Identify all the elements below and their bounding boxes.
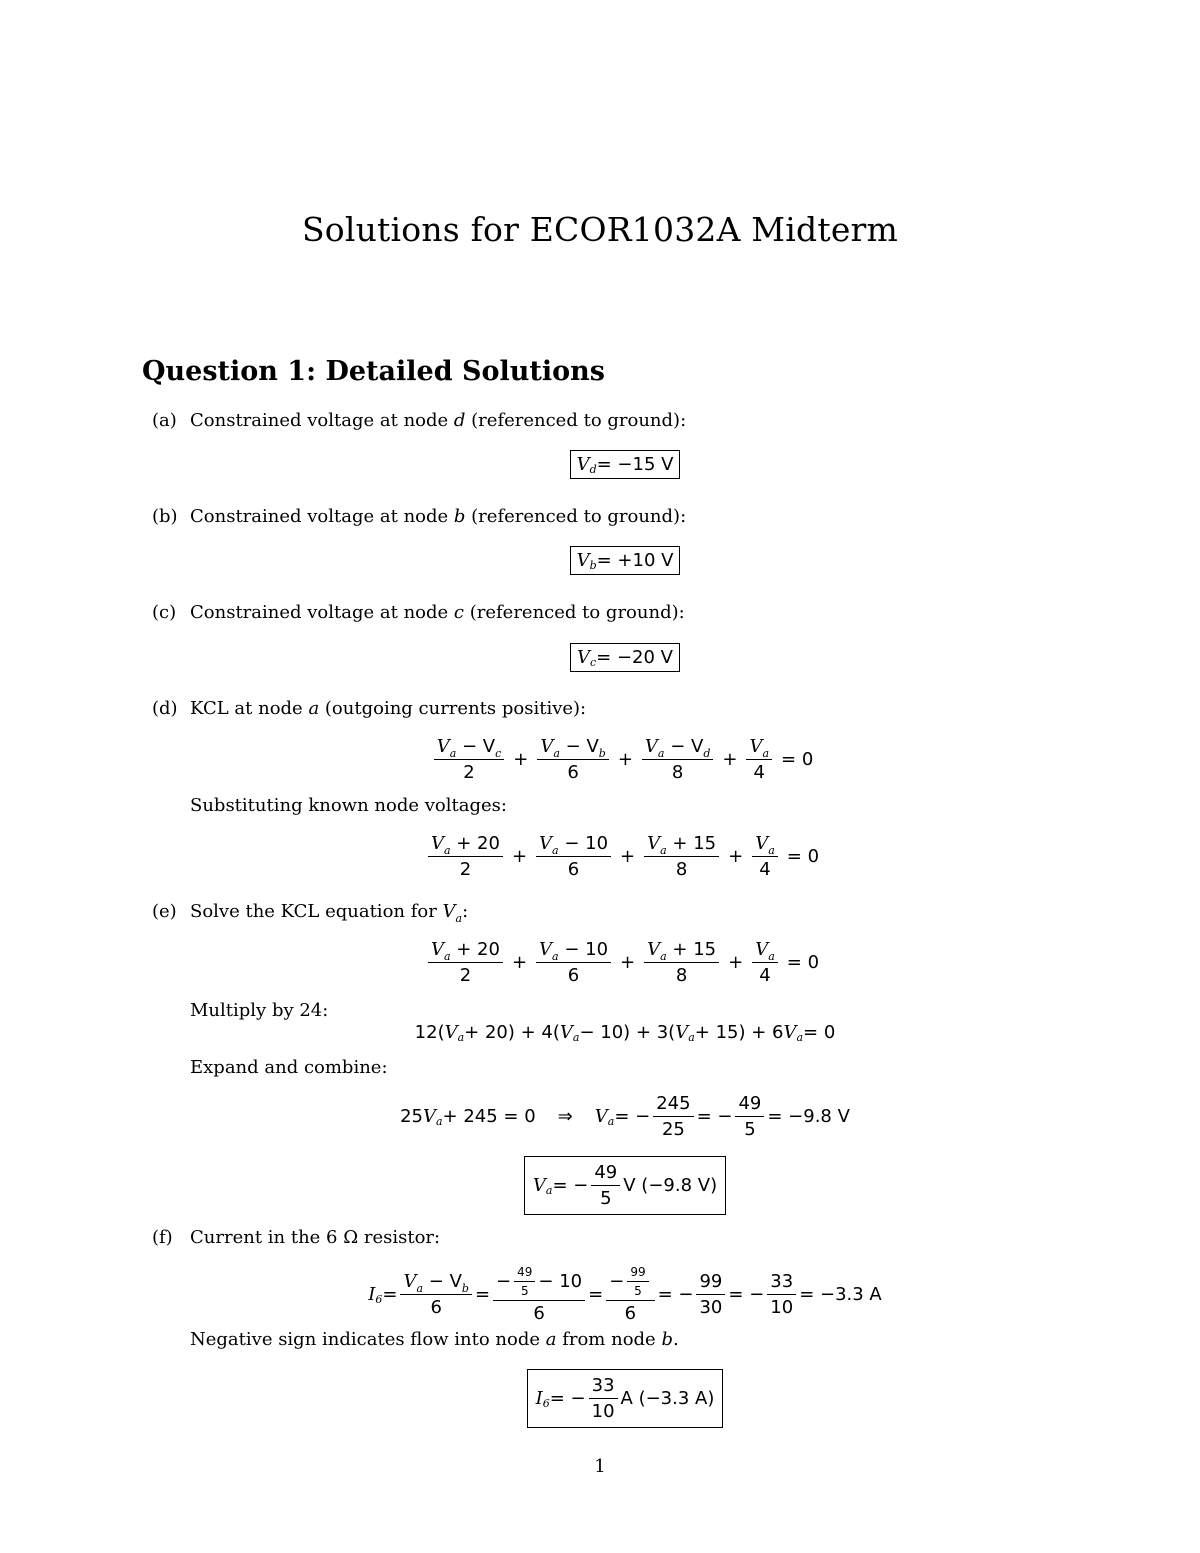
current-note: Negative sign indicates flow into node a from node b. bbox=[190, 1329, 679, 1350]
combine-equation: 25 V a + 245 = 0 ⇒ V a = − $\frac{245}{25}$ = − $\frac{49}{5}$ = −9.8 V bbox=[400, 1093, 850, 1140]
multiply-equation: 12( V a + 20) + 4( V a − 10) + 3( V a + 15) + 6 V a = 0 bbox=[414, 1022, 836, 1044]
kcl-general-equation: $\frac{V_a - V_c}{2}$ + $\frac{V_a - V_b}{6}$ + $\frac{V_a - V_d}{8}$ + $\frac{V_a}{4}$ = 0 bbox=[0, 736, 1200, 783]
page-title: Solutions for ECOR1032A Midterm bbox=[301, 210, 899, 249]
kcl-substituted-equation: $\frac{V_a + 20}{2}$ + $\frac{V_a - 10}{6}$ + $\frac{V_a + 15}{8}$ + $\frac{V_a}{4}$ = 0 bbox=[0, 833, 1200, 880]
kcl-solve-equation: $\frac{V_a + 20}{2}$ + $\frac{V_a - 10}{6}$ + $\frac{V_a + 15}{8}$ + $\frac{V_a}{4}$ = 0 bbox=[0, 939, 1200, 986]
result-vb: V b = +10 V bbox=[0, 546, 1200, 575]
item-a-text: (a) Constrained voltage at node d (referenced to ground): bbox=[152, 410, 687, 431]
result-va: V a = − $\frac{49}{5}$ V (−9.8 V) bbox=[0, 1156, 1200, 1215]
substituting-text: Substituting known node voltages: bbox=[190, 795, 507, 816]
question-heading: Question 1: Detailed Solutions bbox=[142, 356, 605, 387]
multiply-text: Multiply by 24: bbox=[190, 1000, 329, 1021]
result-vc: V c = −20 V bbox=[0, 643, 1200, 672]
item-b-text: (b) Constrained voltage at node b (referenced to ground): bbox=[152, 506, 687, 527]
page-number: 1 bbox=[594, 1456, 606, 1477]
expand-text: Expand and combine: bbox=[190, 1057, 388, 1078]
current-equation: I 6 = $\frac{V_a - V_b}{6}$ = − $\frac{49}{5}$ − 10 6 = − $\frac{99}{5}$ 6 = − $\frac{99}{30}$ = − $\frac{33}{10}$ = −3.3 A bbox=[368, 1265, 882, 1324]
item-d-text: (d) KCL at node a (outgoing currents positive): bbox=[152, 698, 587, 719]
result-i6: I 6 = − $\frac{33}{10}$ A (−3.3 A) bbox=[0, 1369, 1200, 1428]
item-e-text: (e) Solve the KCL equation for $V_a$: bbox=[152, 901, 469, 925]
result-vd: V d = −15 V bbox=[0, 450, 1200, 479]
item-f-text: (f) Current in the 6 Ω resistor: bbox=[152, 1227, 441, 1248]
item-c-text: (c) Constrained voltage at node c (referenced to ground): bbox=[152, 602, 685, 623]
